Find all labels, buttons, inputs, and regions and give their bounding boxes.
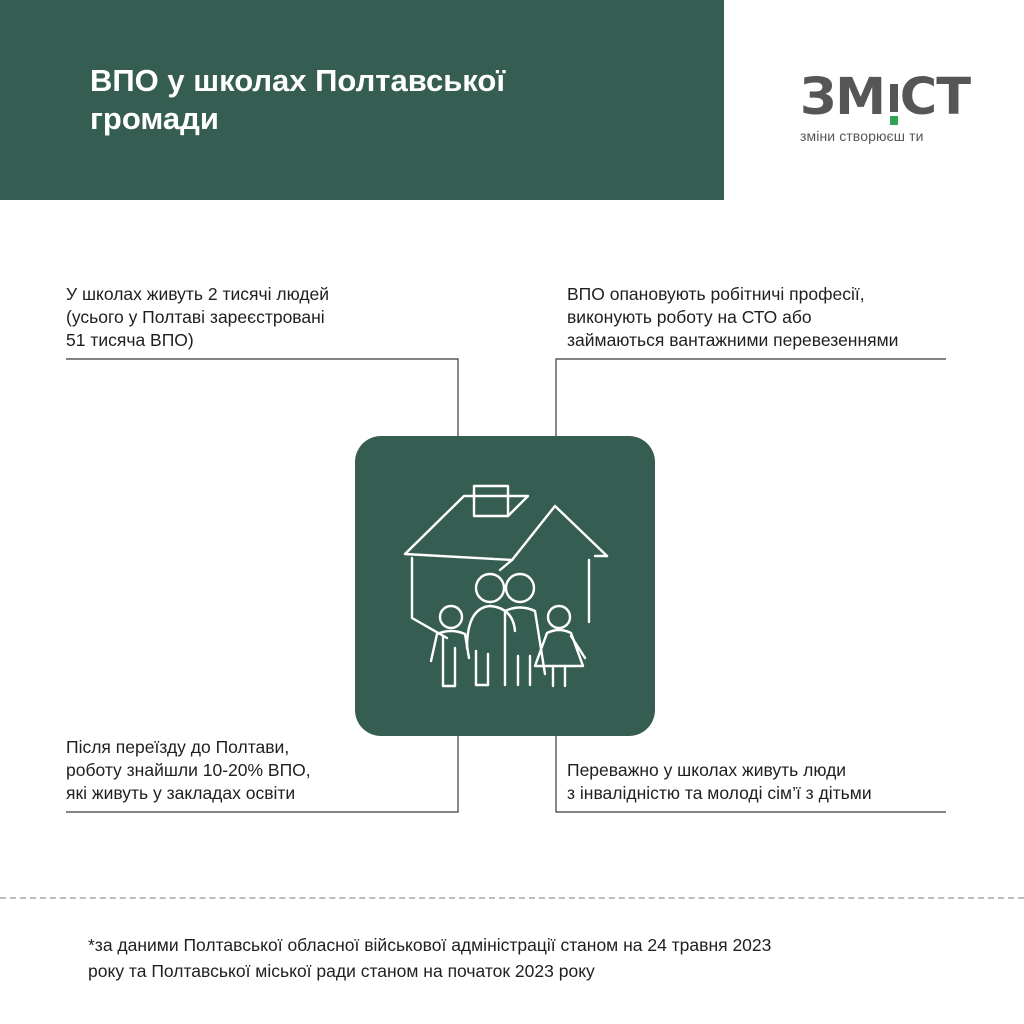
page-title: ВПО у школах Полтавської громади — [90, 63, 506, 136]
connector-top-right — [556, 359, 946, 436]
connector-top-left — [66, 359, 458, 436]
logo-word-left: ЗМ — [800, 68, 885, 127]
family-icon-box — [355, 436, 655, 736]
fact-top-left: У школах живуть 2 тисячі людей (усього у Полтаві зареєстровані 51 тисяча ВПО) — [66, 284, 330, 350]
logo-tagline: зміни створюєш ти — [800, 128, 924, 144]
fact-top-right: ВПО опановують робітничі професії, виконують роботу на СТО або займаються вантажними перевезеннями — [567, 284, 899, 350]
footnote-divider — [0, 897, 1024, 899]
connector-bottom-left — [66, 736, 458, 812]
footnote: *за даними Полтавської обласної військової адміністрації станом на 24 травня 2023 року та Полтавської міської ради станом на початок 2023 року — [88, 935, 772, 981]
fact-bottom-left: Після переїзду до Полтави, роботу знайшли 10-20% ВПО, які живуть у закладах освіти — [66, 737, 311, 803]
connector-bottom-right — [556, 736, 946, 812]
logo-word-right: СТ — [899, 68, 970, 127]
fact-bottom-right: Переважно у школах живуть люди з інвалідністю та молоді сім’ї з дітьми — [567, 760, 872, 803]
family-house-icon — [355, 436, 655, 736]
